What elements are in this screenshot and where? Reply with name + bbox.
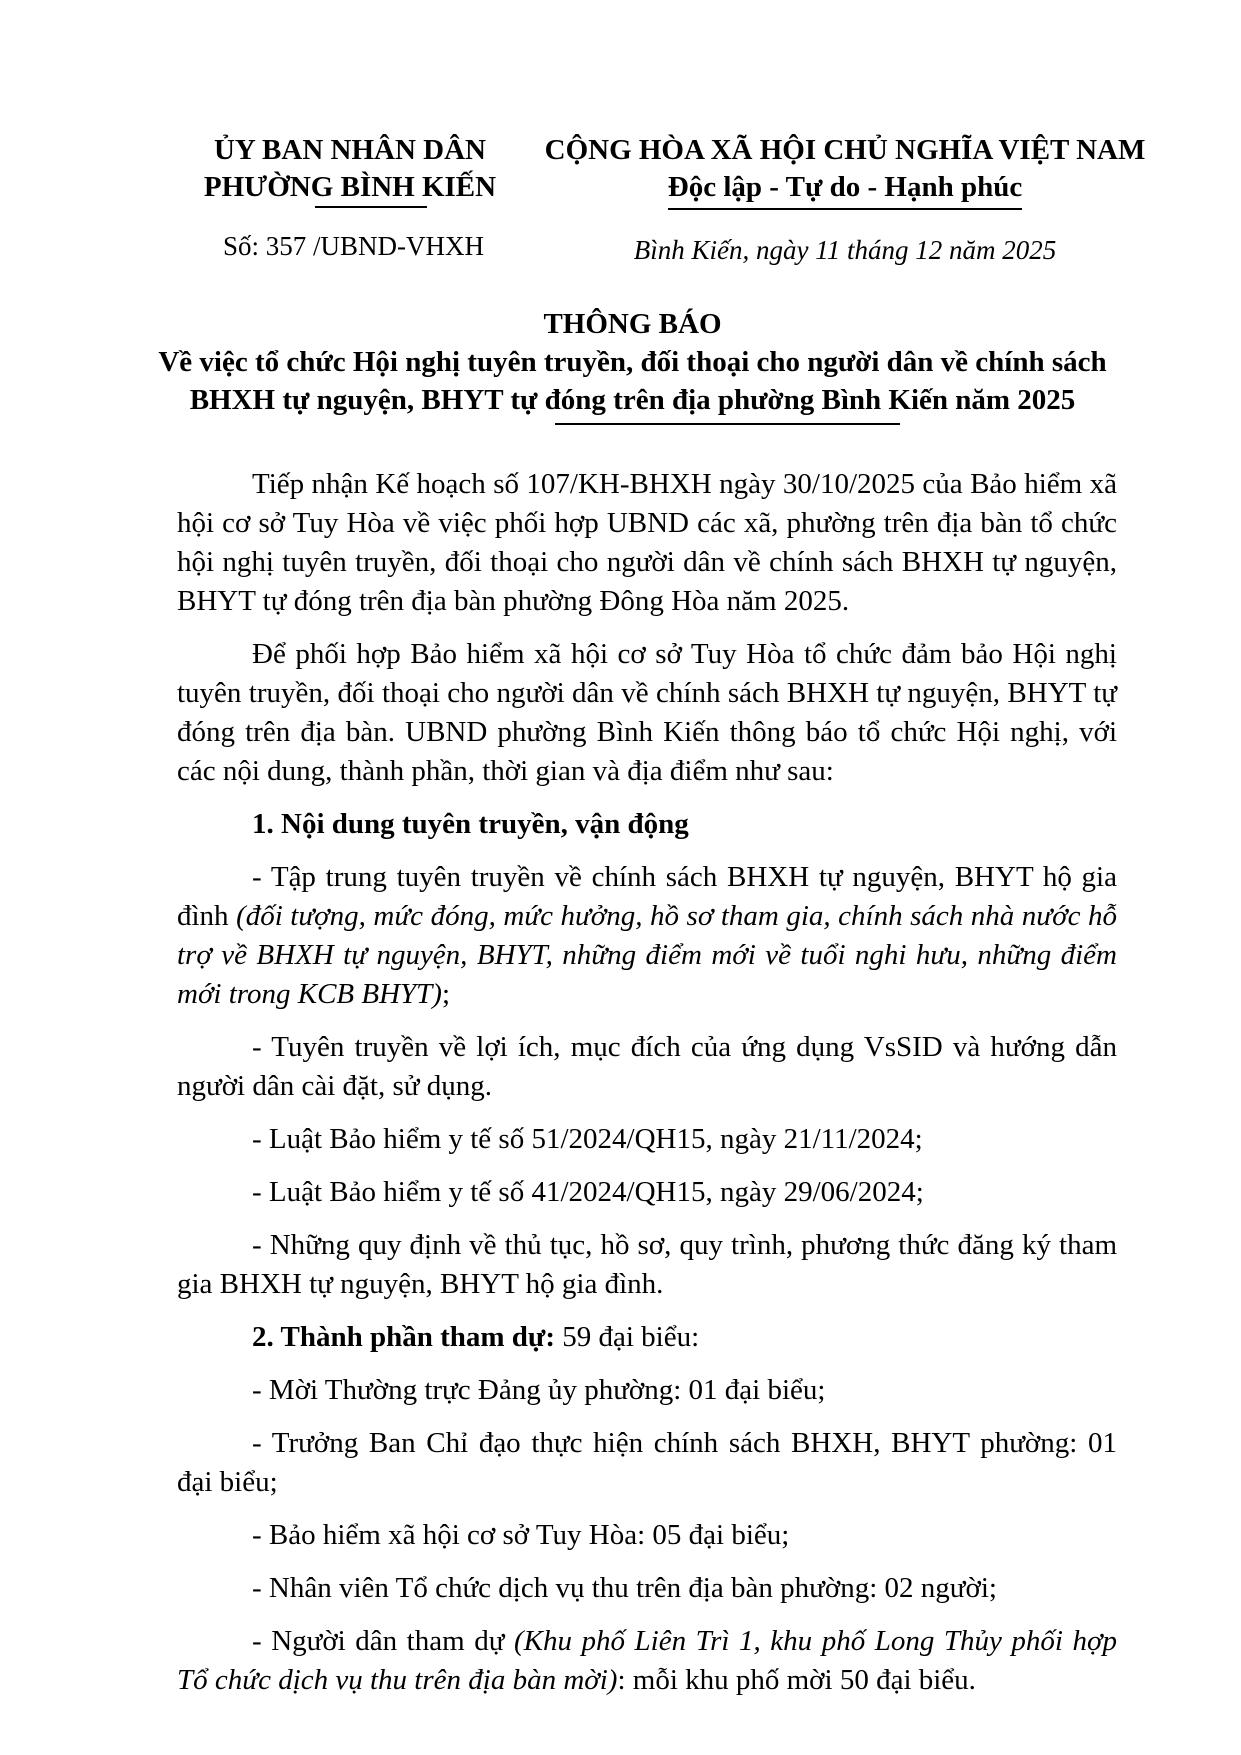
item-text: - Người dân tham dự (252, 1625, 514, 1657)
section-2-count: 59 đại biểu: (554, 1321, 700, 1353)
section-2-item-5 (177, 1622, 1117, 1700)
title-underline (555, 423, 900, 425)
section-2-heading: 2. Thành phần tham dự: (252, 1321, 555, 1353)
section-2-heading-line (177, 1318, 1117, 1357)
paragraph-1: Tiếp nhận Kế hoạch số 107/KH-BHXH ngày 30/10/2025 của Bảo hiểm xã hội cơ sở Tuy Hòa về việc phối hợp UBND các xã, phường trên địa bàn tổ chức hội nghị tuyên truyền, đối thoại cho người dân về chính sách BHXH tự nguyện, BHYT tự đóng trên địa bàn phường Đông Hòa năm 2025. (177, 468, 1117, 617)
section-1-item-2: - Tuyên truyền về lợi ích, mục đích của ứng dụng VsSID và hướng dẫn người dân cài đặt, sử dụng. (177, 1031, 1117, 1102)
national-header (540, 132, 1150, 269)
section-2-item-1: - Mời Thường trực Đảng ủy phường: 01 đại biểu; (252, 1374, 826, 1406)
item-italic-text: (Khu phố Liên Trì 1, khu phố Long Thủy phối hợp Tổ chức dịch vụ thu trên địa bàn mời) (177, 1625, 1117, 1696)
issuer-line-2: PHƯỜNG BÌNH KIẾN (203, 171, 497, 203)
issuer-underline (315, 206, 427, 208)
country-name: CỘNG HÒA XÃ HỘI CHỦ NGHĨA VIỆT NAM (544, 134, 1146, 166)
section-1-item-1 (177, 858, 1117, 1014)
section-2-item-2: - Trưởng Ban Chỉ đạo thực hiện chính sách BHXH, BHYT phường: 01 đại biểu; (177, 1427, 1117, 1498)
national-motto: Độc lập - Tự do - Hạnh phúc (668, 169, 1023, 210)
issuer-line-1: ỦY BAN NHÂN DÂN (213, 134, 486, 166)
document-body (177, 465, 1117, 1714)
section-1-item-3: - Luật Bảo hiểm y tế số 51/2024/QH15, ngày 21/11/2024; (252, 1123, 923, 1155)
item-text: - Tập trung tuyên truyền về chính sách BHXH tự nguyện, BHYT hộ gia đình (177, 861, 1117, 932)
section-2-item-3: - Bảo hiểm xã hội cơ sở Tuy Hòa: 05 đại biểu; (252, 1519, 790, 1551)
section-1-item-5: - Những quy định về thủ tục, hồ sơ, quy trình, phương thức đăng ký tham gia BHXH tự nguyện, BHYT hộ gia đình. (177, 1229, 1117, 1300)
title-sub-2: BHXH tự nguyện, BHYT tự đóng trên địa phường Bình Kiến năm 2025 (189, 384, 1076, 416)
section-1-heading: 1. Nội dung tuyên truyền, vận động (252, 808, 689, 840)
title-main: THÔNG BÁO (543, 308, 722, 340)
document-title (150, 305, 1115, 419)
section-1-item-4: - Luật Bảo hiểm y tế số 41/2024/QH15, ngày 29/06/2024; (252, 1176, 924, 1208)
title-sub-1: Về việc tổ chức Hội nghị tuyên truyền, đối thoại cho người dân về chính sách (158, 346, 1107, 378)
item-end: : mỗi khu phố mời 50 đại biểu. (617, 1664, 976, 1696)
section-2-item-4: - Nhân viên Tổ chức dịch vụ thu trên địa bàn phường: 02 người; (252, 1572, 997, 1604)
issuer-block (185, 132, 515, 265)
document-date: Bình Kiến, ngày 11 tháng 12 năm 2025 (633, 235, 1057, 265)
document-number: Số: 357 /UBND-VHXH (223, 231, 485, 261)
item-italic-text: (đối tượng, mức đóng, mức hưởng, hồ sơ tham gia, chính sách nhà nước hỗ trợ về BHXH tự nguyện, BHYT, những điểm mới về tuổi nghi hưu, những điểm mới trong KCB BHYT) (177, 900, 1117, 1010)
paragraph-2: Để phối hợp Bảo hiểm xã hội cơ sở Tuy Hòa tổ chức đảm bảo Hội nghị tuyên truyền, đối thoại cho người dân về chính sách BHXH tự nguyện, BHYT tự đóng trên địa bàn. UBND phường Bình Kiến thông báo tổ chức Hội nghị, với các nội dung, thành phần, thời gian và địa điểm như sau: (177, 638, 1117, 787)
item-end: ; (441, 978, 451, 1010)
